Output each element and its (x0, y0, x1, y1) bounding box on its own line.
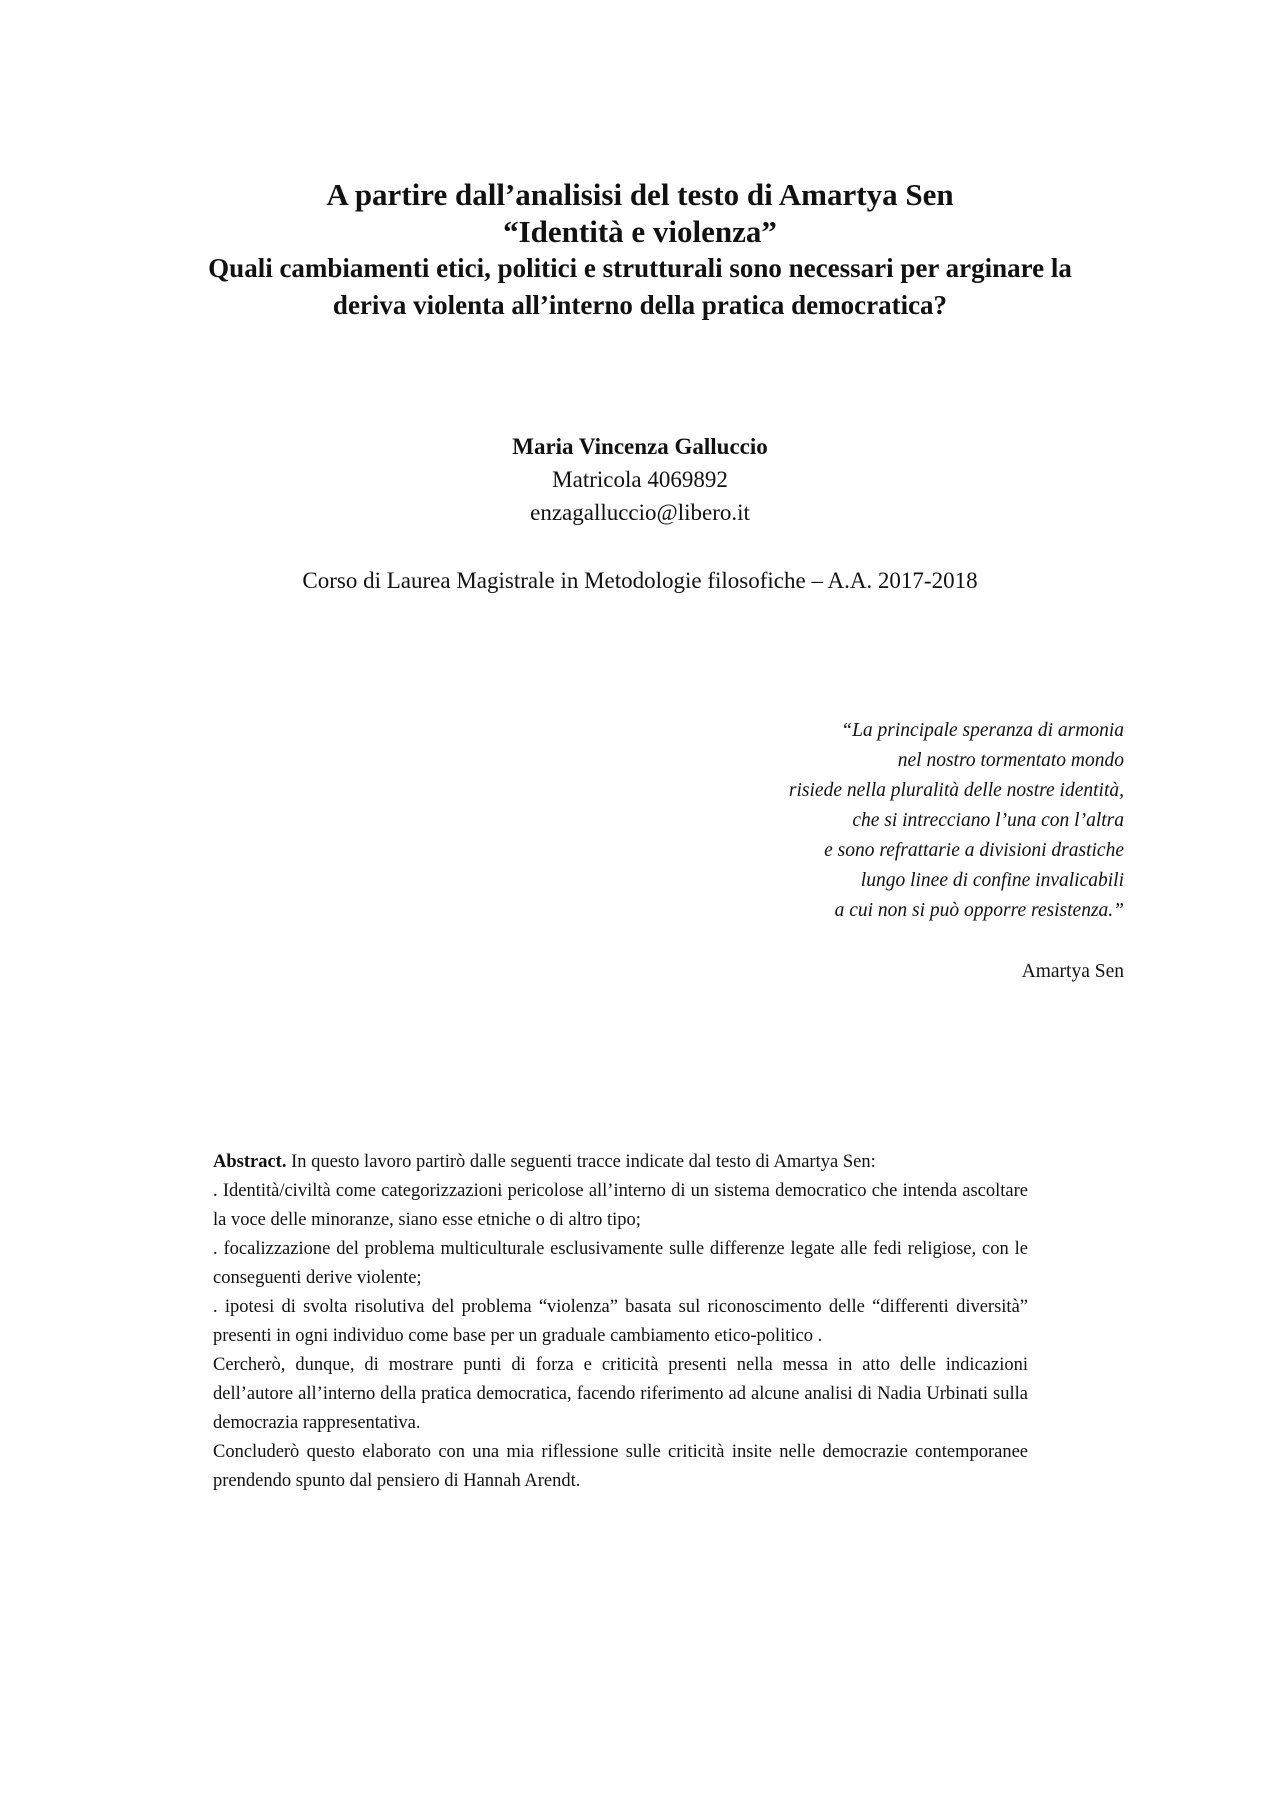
abstract-intro (213, 1148, 1028, 1177)
epigraph-line: lungo linee di confine invalicabili (860, 870, 1124, 891)
abstract-intro-text: In questo lavoro partirò dalle seguenti tracce indicate dal testo di Amartya Sen: (286, 1152, 876, 1172)
abstract-point: . ipotesi di svolta risolutiva del problema “violenza” basata sul riconoscimento delle “differenti diversità” presenti in ogni individuo come base per un graduale cambiamento etico-politico . (213, 1297, 1028, 1346)
title-block (0, 176, 1280, 324)
author-block (0, 430, 1280, 529)
epigraph-line: risiede nella pluralità delle nostre identità, (788, 780, 1124, 801)
epigraph-line: “La principale speranza di armonia (841, 720, 1124, 741)
epigraph-line: nel nostro tormentato mondo (897, 750, 1124, 771)
epigraph-line: a cui non si può opporre resistenza.” (834, 900, 1124, 921)
title-line-1: A partire dall’analisisi del testo di Amartya Sen (326, 177, 954, 212)
abstract-point: . focalizzazione del problema multiculturale esclusivamente sulle differenze legate alle fedi religiose, con le conseguenti derive violente; (213, 1239, 1028, 1288)
epigraph (789, 716, 1124, 926)
epigraph-author: Amartya Sen (1021, 961, 1124, 982)
course-info: Corso di Laurea Magistrale in Metodologie filosofiche – A.A. 2017-2018 (302, 568, 978, 593)
epigraph-line: che si intrecciano l’una con l’altra (852, 810, 1124, 831)
abstract (213, 1148, 1028, 1496)
abstract-point: . Identità/civiltà come categorizzazioni pericolose all’interno di un sistema democratico che intenda ascoltare la voce delle minoranze, siano esse etniche o di altro tipo; (213, 1181, 1028, 1230)
abstract-label: Abstract. (213, 1152, 287, 1172)
author-email: enzagalluccio@libero.it (530, 500, 750, 525)
author-name: Maria Vincenza Galluccio (512, 434, 768, 459)
subtitle-line-2: deriva violenta all’interno della pratica democratica? (332, 290, 948, 320)
subtitle-line-1: Quali cambiamenti etici, politici e strutturali sono necessari per arginare la (208, 253, 1072, 283)
title-line-2: “Identità e violenza” (503, 214, 777, 249)
epigraph-line: e sono refrattarie a divisioni drastiche (824, 840, 1124, 861)
abstract-paragraph: Cercherò, dunque, di mostrare punti di forza e criticità presenti nella messa in atto delle indicazioni dell’autore all’interno della pratica democratica, facendo riferimento ad alcune analisi di Nadia Urbinati sulla democrazia rappresentativa. (213, 1355, 1028, 1433)
abstract-paragraph: Concluderò questo elaborato con una mia riflessione sulle criticità insite nelle democrazie contemporanee prendendo spunto dal pensiero di Hannah Arendt. (213, 1442, 1028, 1491)
author-matricola: Matricola 4069892 (552, 467, 728, 492)
